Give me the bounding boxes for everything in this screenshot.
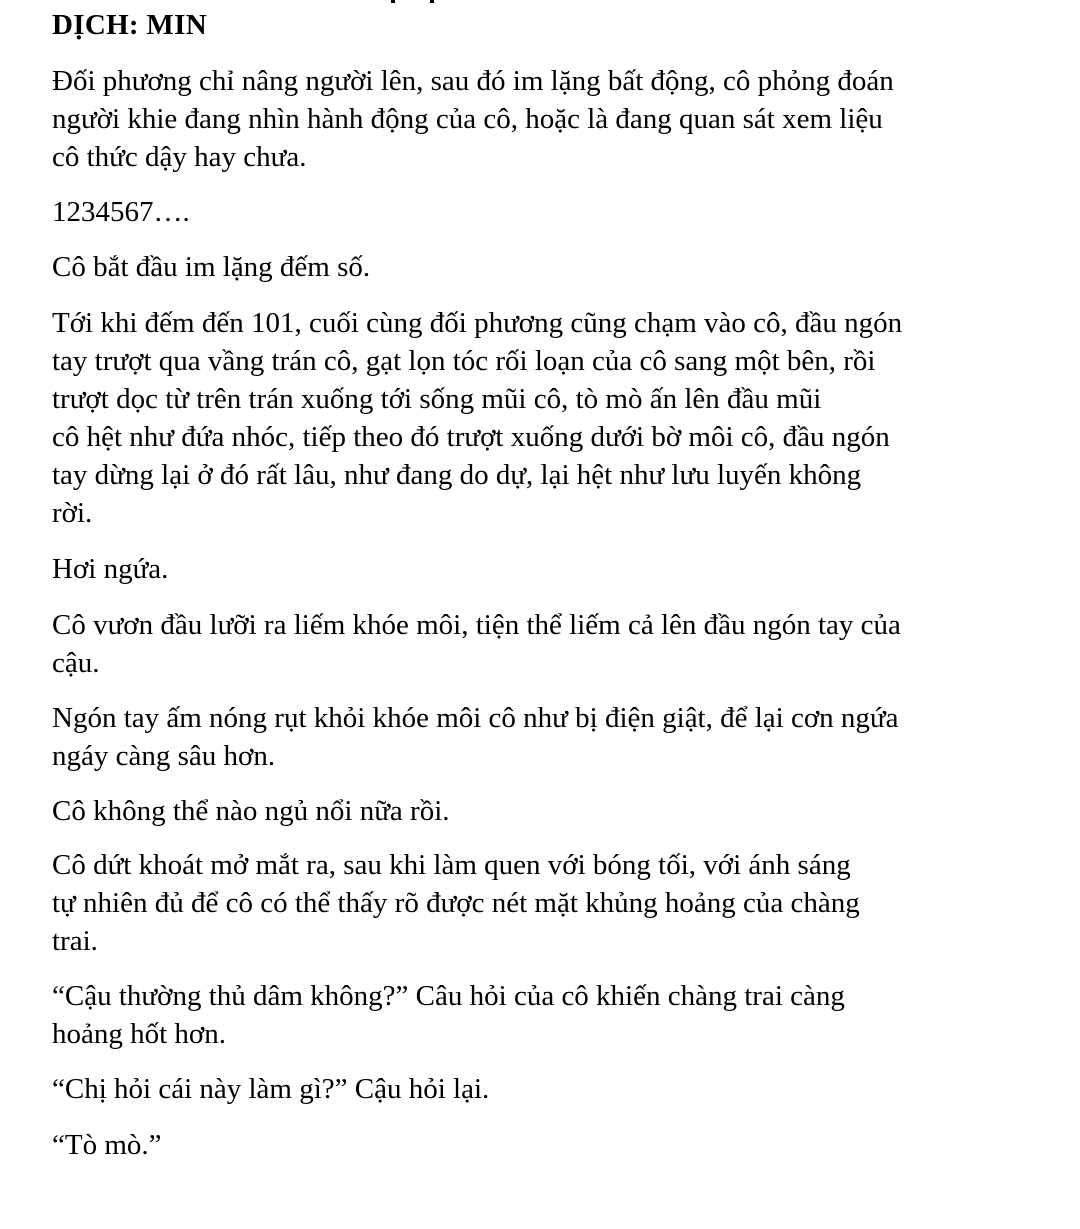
paragraph-2 — [52, 193, 190, 231]
text-line: cậu. — [52, 647, 100, 679]
text-line: rời. — [52, 497, 93, 529]
text-line: tay trượt qua vầng trán cô, gạt lọn tóc rối loạn của cô sang một bên, rồi — [52, 345, 876, 377]
text-line: cô thức dậy hay chưa. — [52, 141, 307, 173]
paragraph-10 — [52, 977, 845, 1053]
translator-heading: DỊCH: MIN — [52, 9, 207, 41]
text-line: Đối phương chỉ nâng người lên, sau đó im lặng bất động, cô phỏng đoán — [52, 65, 894, 97]
text-line: trai. — [52, 925, 98, 957]
paragraph-9 — [52, 846, 860, 960]
top-edge-mark — [391, 0, 395, 3]
text-line: tay dừng lại ở đó rất lâu, như đang do dự, lại hệt như lưu luyến không — [52, 459, 862, 491]
text-line: hoảng hốt hơn. — [52, 1018, 227, 1050]
text-line: “Chị hỏi cái này làm gì?” Cậu hỏi lại. — [52, 1073, 490, 1105]
text-line: ngáy càng sâu hơn. — [52, 740, 276, 772]
text-line: cô hệt như đứa nhóc, tiếp theo đó trượt xuống dưới bờ môi cô, đầu ngón — [52, 421, 890, 453]
paragraph-12 — [52, 1126, 162, 1164]
text-line: Hơi ngứa. — [52, 553, 169, 585]
paragraph-8 — [52, 792, 450, 830]
paragraph-11 — [52, 1070, 489, 1108]
paragraph-6 — [52, 606, 901, 682]
text-line: “Cậu thường thủ dâm không?” Câu hỏi của cô khiến chàng trai càng — [52, 980, 845, 1012]
text-line: người khie đang nhìn hành động của cô, hoặc là đang quan sát xem liệu — [52, 103, 883, 135]
paragraph-1 — [52, 62, 894, 176]
text-line: 1234567…. — [52, 196, 190, 228]
text-line: Cô bắt đầu im lặng đếm số. — [52, 251, 371, 283]
paragraph-4 — [52, 304, 902, 532]
paragraph-7 — [52, 699, 899, 775]
text-line: trượt dọc từ trên trán xuống tới sống mũi cô, tò mò ấn lên đầu mũi — [52, 383, 822, 415]
text-line: Ngón tay ấm nóng rụt khỏi khóe môi cô như bị điện giật, để lại cơn ngứa — [52, 702, 899, 734]
text-line: Tới khi đếm đến 101, cuối cùng đối phương cũng chạm vào cô, đầu ngón — [52, 307, 903, 339]
top-edge-mark — [430, 0, 434, 3]
text-line: Cô không thể nào ngủ nổi nữa rồi. — [52, 795, 450, 827]
text-line: tự nhiên đủ để cô có thể thấy rõ được nét mặt khủng hoảng của chàng — [52, 887, 860, 919]
paragraph-3 — [52, 248, 370, 286]
text-line: Cô dứt khoát mở mắt ra, sau khi làm quen với bóng tối, với ánh sáng — [52, 849, 851, 881]
text-line: Cô vươn đầu lưỡi ra liếm khóe môi, tiện thể liếm cả lên đầu ngón tay của — [52, 609, 901, 641]
paragraph-5 — [52, 550, 168, 588]
text-line: “Tò mò.” — [52, 1129, 162, 1161]
